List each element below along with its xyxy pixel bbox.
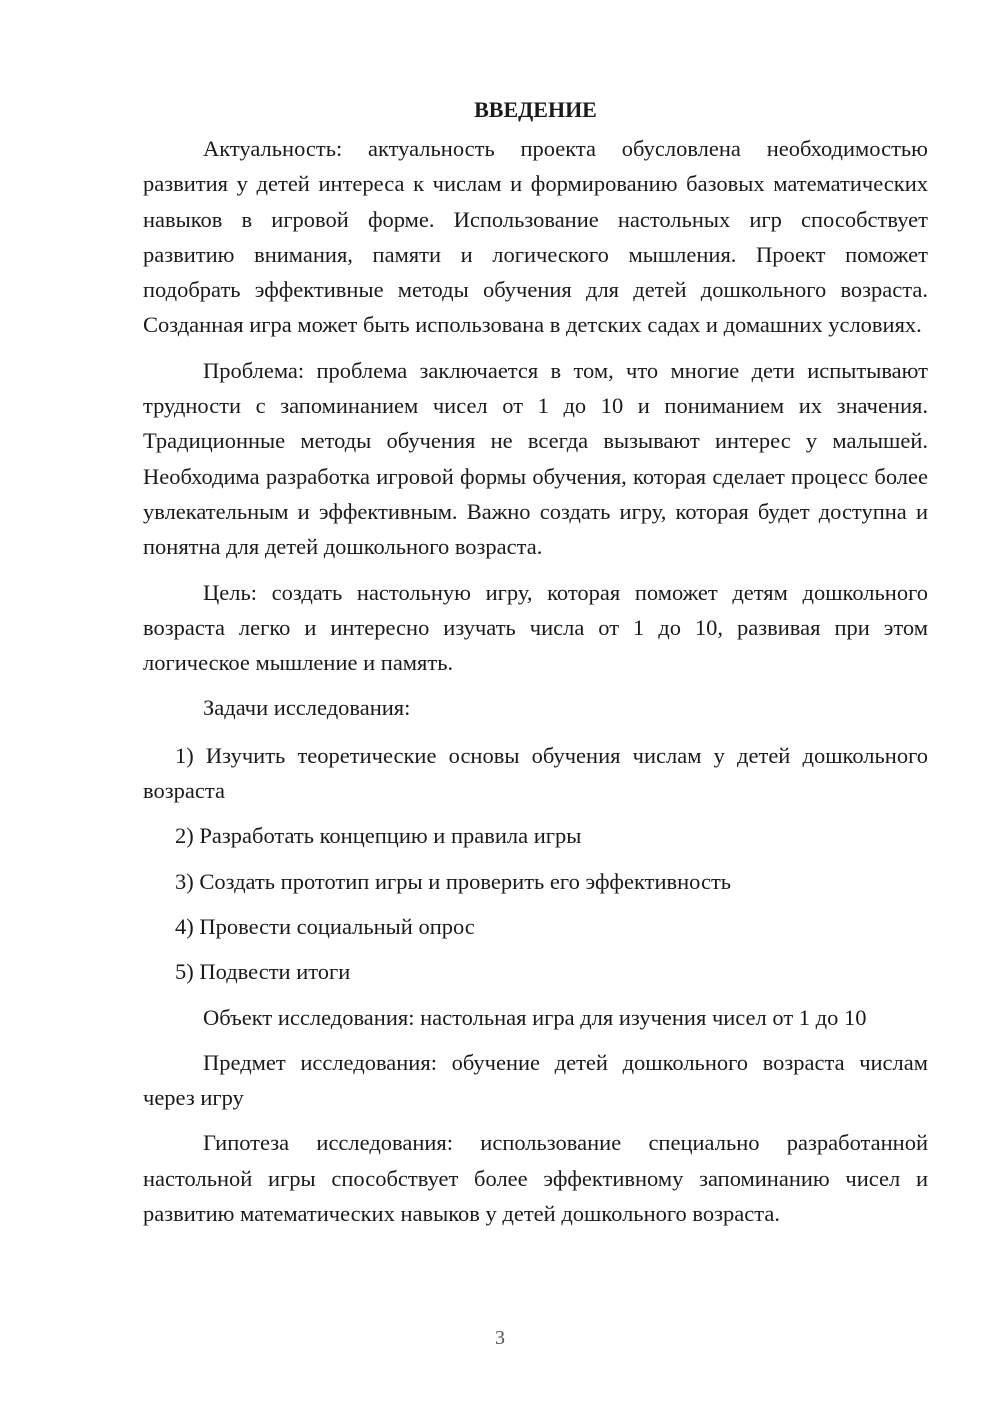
tasks-heading: Задачи исследования: <box>203 695 411 721</box>
list-item: 4) Провести социальный опрос <box>175 913 475 939</box>
list-item: 3) Создать прототип игры и проверить его эффективность <box>175 868 732 894</box>
paragraph-subject: Предмет исследования: обучение детей дошкольного возраста числам через игру <box>143 1049 928 1111</box>
page-title: ВВЕДЕНИЕ <box>474 97 597 122</box>
paragraph-problem: Проблема: проблема заключается в том, что многие дети испытывают трудности с запоминанием чисел от 1 до 10 и пониманием их значения. Традиционные методы обучения не всегда вызывают интерес у малышей. Необходима разработка игровой формы обучения, которая сделает процесс более увлекательным и эффективным. Важно создать игру, которая будет доступна и понятна для детей дошкольного возраста. <box>143 357 928 560</box>
paragraph-hypothesis: Гипотеза исследования: использование специально разработанной настольной игры способствует более эффективному запоминанию чисел и развитию математических навыков у детей дошкольного возраста. <box>143 1130 928 1227</box>
list-item: 1) Изучить теоретические основы обучения числам у детей дошкольного возраста <box>143 742 928 804</box>
document-page <box>143 95 928 1241</box>
list-item: 2) Разработать концепцию и правила игры <box>175 823 582 849</box>
tasks-list <box>143 738 928 990</box>
paragraph-goal: Цель: создать настольную игру, которая поможет детям дошкольного возраста легко и интересно изучать числа от 1 до 10, развивая при этом логическое мышление и память. <box>143 579 928 676</box>
page-number: 3 <box>495 1327 505 1349</box>
list-item: 5) Подвести итоги <box>175 959 351 985</box>
paragraph-relevance: Актуальность: актуальность проекта обусловлена необходимостью развития у детей интереса к числам и формированию базовых математических навыков в игровой форме. Использование настольных игр способствует развитию внимания, памяти и логического мышления. Проект поможет подобрать эффективные методы обучения для детей дошкольного возраста. Созданная игра может быть использована в детских садах и домашних условиях. <box>143 136 928 338</box>
paragraph-object: Объект исследования: настольная игра для изучения чисел от 1 до 10 <box>203 1004 867 1030</box>
